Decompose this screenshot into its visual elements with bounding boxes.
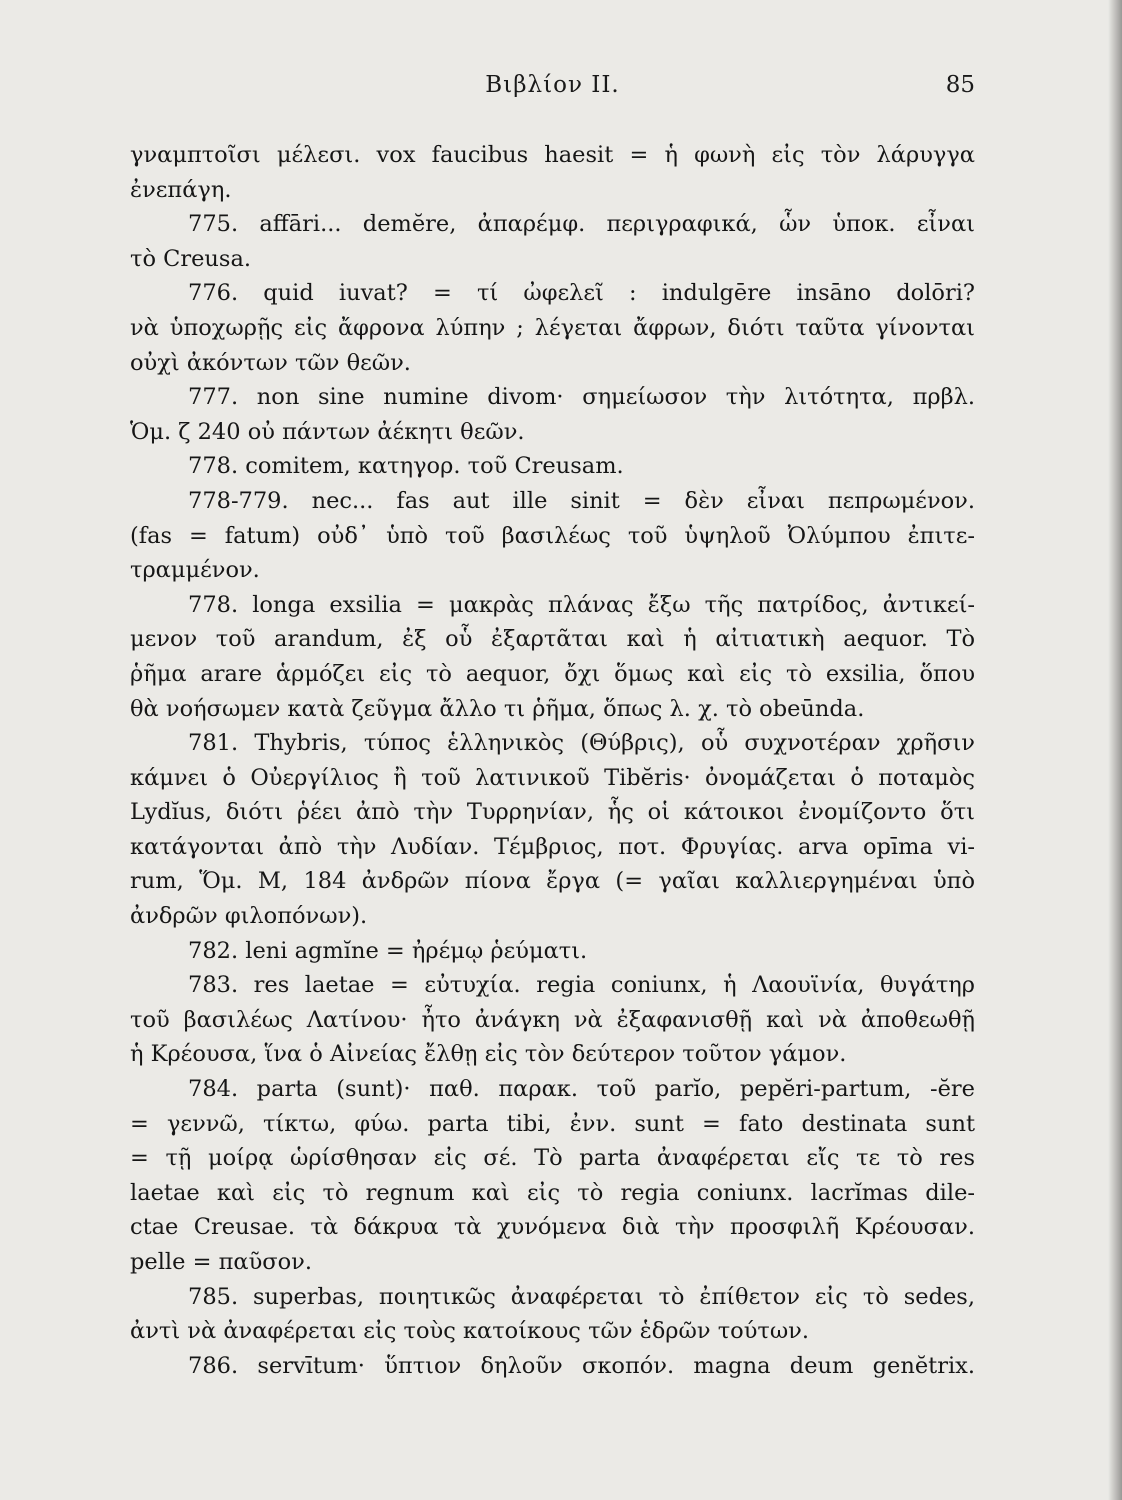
text-line: = γεννῶ, τίκτω, φύω. parta tibi, ἐνν. sunt = fato destinata sunt xyxy=(130,1110,975,1137)
running-title: Βιβλίον ΙΙ. xyxy=(485,72,620,98)
page-edge-shadow xyxy=(1108,0,1122,1500)
text-line: νὰ ὑποχωρῇς εἰς ἄφρονα λύπην ; λέγεται ἄφρων, διότι ταῦτα γίνονται xyxy=(130,314,975,341)
text-line: γναμπτοῖσι μέλεσι. vox faucibus haesit = ἡ φωνὴ εἰς τὸν λάρυγγα xyxy=(130,142,975,168)
text-line: μενον τοῦ arandum, ἐξ οὗ ἐξαρτᾶται καὶ ἡ αἰτιατικὴ aequor. Τὸ xyxy=(130,626,975,653)
text-line: 784. parta (sunt)· παθ. παρακ. τοῦ parĭo, pepĕri-partum, -ĕre xyxy=(188,1076,975,1103)
text-line: ctae Creusae. τὰ δάκρυα τὰ χυνόμενα διὰ τὴν προσφιλῆ Κρέουσαν. xyxy=(130,1214,975,1241)
text-line: τοῦ βασιλέως Λατίνου· ἦτο ἀνάγκη νὰ ἐξαφανισθῇ καὶ νὰ ἀποθεωθῇ xyxy=(130,1006,975,1033)
text-line: ἀνδρῶν φιλοπόνων). xyxy=(130,903,368,930)
text-line: 776. quid iuvat? = τί ὠφελεῖ : indulgēre insāno dolōri? xyxy=(188,280,975,307)
text-line: ἡ Κρέουσα, ἵνα ὁ Αἰνείας ἔλθῃ εἰς τὸν δεύτερον τοῦτον γάμον. xyxy=(130,1041,847,1068)
text-line: rum, Ὅμ. Μ, 184 ἀνδρῶν πίονα ἔργα (= γαῖαι καλλιεργημέναι ὑπὸ xyxy=(130,868,975,895)
text-line: 777. non sine numine divom· σημείωσον τὴν λιτότητα, πρβλ. xyxy=(188,384,975,411)
body-text xyxy=(130,138,975,1383)
text-line: 775. affāri... demĕre, ἀπαρέμφ. περιγραφικά, ὧν ὑποκ. εἶναι xyxy=(188,211,975,238)
text-line: laetae καὶ εἰς τὸ regnum καὶ εἰς τὸ regia coniunx. lacrĭmas dile- xyxy=(130,1179,975,1206)
text-line: κατάγονται ἀπὸ τὴν Λυδίαν. Τέμβριος, ποτ. Φρυγίας. arva opīma vi- xyxy=(130,833,975,860)
text-line: ῥῆμα arare ἁρμόζει εἰς τὸ aequor, ὄχι ὅμως καὶ εἰς τὸ exsilia, ὅπου xyxy=(130,660,975,687)
text-line: τὸ Creusa. xyxy=(130,245,252,272)
text-line: 781. Thybris, τύπος ἑλληνικὸς (Θύβρις), οὗ συχνοτέραν χρῆσιν xyxy=(188,730,975,757)
text-line: 778-779. nec... fas aut ille sinit = δὲν εἶναι πεπρωμένον. xyxy=(188,487,975,514)
text-line: 783. res laetae = εὐτυχία. regia coniunx, ἡ Λαουϊνία, θυγάτηρ xyxy=(188,972,975,999)
text-line: 785. superbas, ποιητικῶς ἀναφέρεται τὸ ἐπίθετον εἰς τὸ sedes, xyxy=(188,1283,975,1310)
text-line: (fas = fatum) οὐδ᾽ ὑπὸ τοῦ βασιλέως τοῦ ὑψηλοῦ Ὀλύμπου ἐπιτε- xyxy=(130,522,975,549)
text-line: 778. longa exsilia = μακρὰς πλάνας ἔξω τῆς πατρίδος, ἀντικεί- xyxy=(188,591,975,618)
text-line: = τῇ μοίρᾳ ὡρίσθησαν εἰς σέ. Τὸ parta ἀναφέρεται εἴς τε τὸ res xyxy=(130,1145,975,1172)
page-number: 85 xyxy=(945,72,975,98)
page-header xyxy=(130,72,975,108)
text-line: οὐχὶ ἀκόντων τῶν θεῶν. xyxy=(130,349,411,376)
text-line: κάμνει ὁ Οὐεργίλιος ἢ τοῦ λατινικοῦ Tibĕris· ὀνομάζεται ὁ ποταμὸς xyxy=(130,764,975,791)
text-line: τραμμένον. xyxy=(130,557,260,584)
text-line: Lydĭus, διότι ῥέει ἀπὸ τὴν Τυρρηνίαν, ἧς οἱ κάτοικοι ἐνομίζοντο ὅτι xyxy=(130,799,975,826)
text-line: 786. servītum· ὕπτιον δηλοῦν σκοπόν. magna deum genĕtrix. xyxy=(188,1352,975,1379)
text-line: 778. comitem, κατηγορ. τοῦ Creusam. xyxy=(188,453,624,480)
text-line: pelle = παῦσον. xyxy=(130,1249,312,1275)
text-line: ἀντὶ νὰ ἀναφέρεται εἰς τοὺς κατοίκους τῶν ἑδρῶν τούτων. xyxy=(130,1318,810,1345)
text-line: θὰ νοήσωμεν κατὰ ζεῦγμα ἄλλο τι ῥῆμα, ὅπως λ. χ. τὸ obeūnda. xyxy=(130,695,865,722)
text-line: ἐνεπάγη. xyxy=(130,176,232,203)
text-line: 782. leni agmĭne = ἠρέμῳ ῥεύματι. xyxy=(188,937,588,964)
text-line: Ὁμ. ζ 240 οὐ πάντων ἀέκητι θεῶν. xyxy=(130,418,525,445)
